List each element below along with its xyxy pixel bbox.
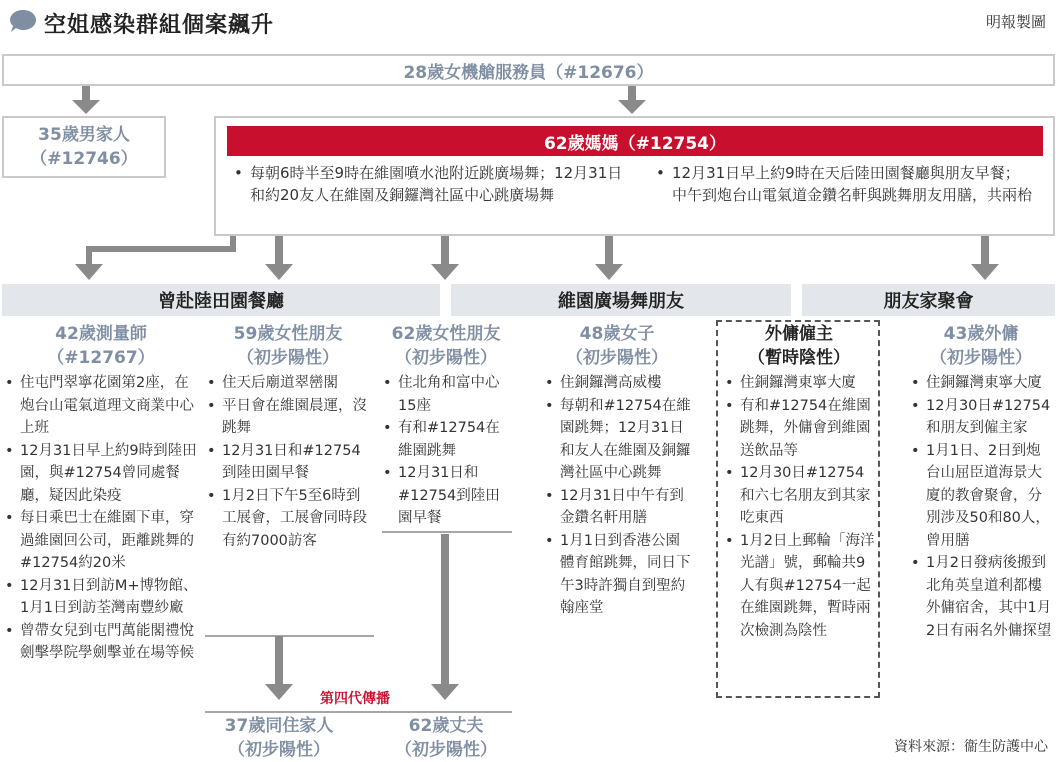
male-family-box [2,116,166,178]
list-item: • 12月31日早上約9時到陸田園，與#12754曾同處餐廳，疑因此染疫 [2,440,200,508]
list-item: • 12月31日和#12754到陸田園早餐 [204,440,372,485]
male-family-line2: （#12746） [30,149,138,169]
list-item: • 平日會在維園晨運，沒跳舞 [204,395,372,440]
arrow-to-col1 [75,264,103,280]
fourth-gen-husband [380,714,512,762]
list-item: • 1月2日上郵輪「海洋光譜」號，郵輪共9人有與#12754一起在維園跳舞，暫時兩次檢測為陰性 [722,530,876,643]
column-subhead: （暫時陰性） [748,348,850,368]
list-item: • 1月2日下午5至6時到工展會，工展會同時段有約7000訪客 [204,485,372,553]
column-surveyor [2,322,200,665]
mother-right-bullet: • 12月31日早上約9時在天后陸田園餐廳與朋友早餐；中午到炮台山電氣道金鑽名軒與跳舞朋友用膳，共兩枱 [654,162,1034,206]
arrow-to-male [72,100,100,114]
arrow-to-col6 [971,264,999,280]
index-case-box: 28歲女機艙服務員（#12676） [2,54,1055,86]
column-head: 62歲丈夫 [408,716,484,736]
credit-text: 明報製圖 [985,13,1046,31]
list-item: • 有和#12754在維園跳舞，外傭會到維園送飲品等 [722,395,876,463]
connector-to-col3 [441,236,449,264]
mother-left-bullets [232,162,632,206]
arrow-to-col4 [595,264,623,280]
list-item: • 12月31日和#12754到陸田園早餐 [380,462,512,530]
column-female-friend-59 [204,322,372,552]
list-item: • 12月31日到訪M+博物館、1月1日到訪荃灣南豐紗廠 [2,575,200,620]
connector-to-family [275,636,283,684]
list-item: • 12月30日#12754和朋友到僱主家 [908,395,1054,440]
speech-bubble-icon [8,8,38,34]
column-subhead: （初步陽性） [228,740,330,760]
column-woman-48 [542,322,692,620]
list-item: • 1月1日到香港公園體育館跳舞，同日下午3時許獨自到聖約翰座堂 [542,530,692,620]
list-item: • 每朝和#12754在維園跳舞；12月31日和友人在維園及銅鑼灣社區中心跳舞 [542,395,692,485]
list-item: • 12月31日中午有到金鑽名軒用膳 [542,485,692,530]
arrow-to-mother [618,100,646,114]
arrow-to-family [265,684,293,700]
column-subhead: （#12767） [47,348,155,368]
list-item: • 曾帶女兒到屯門萬能閣禮悅劍擊學院學劍擊並在場等候 [2,620,200,665]
section-restaurant: 曾赴陸田園餐廳 [2,284,440,316]
arrow-to-col2 [265,264,293,280]
column-subhead: （初步陽性） [395,740,497,760]
column-head: 59歲女性朋友 [233,324,343,344]
list-item: • 住北角和富中心15座 [380,372,512,417]
page-title: 空姐感染群組個案飆升 [44,13,275,38]
connector-top-male [82,86,90,100]
column-subhead: （初步陽性） [395,348,497,368]
list-item: • 住銅鑼灣東寧大廈 [722,372,876,395]
connector-to-col2 [275,236,283,264]
list-item: • 住天后廟道翠巒閣 [204,372,372,395]
mother-right-bullets [654,162,1034,206]
connector-top-mother [628,86,636,100]
column-head: 48歲女子 [579,324,655,344]
column-subhead: （初步陽性） [930,348,1032,368]
mother-left-bullet: • 每朝6時半至9時在維園噴水池附近跳廣場舞；12月31日和約20友人在維園及銅鑼灣社區中心跳廣場舞 [232,162,632,206]
connector-to-col1 [86,246,92,264]
column-female-friend-62 [380,322,512,530]
column-head: 62歲女性朋友 [391,324,501,344]
column-subhead: （初步陽性） [237,348,339,368]
column-employer [722,322,876,642]
column-helper-43 [908,322,1054,642]
arrow-to-col3 [431,264,459,280]
list-item: • 1月2日發病後搬到北角英皇道利都樓外傭宿舍，其中1月2日有兩名外傭探望 [908,552,1054,642]
male-family-line1: 35歲男家人 [38,125,130,145]
mother-title: 62歲媽媽（#12754） [227,126,1043,156]
connector-to-col6 [981,236,989,264]
list-item: • 1月1日、2日到炮台山屈臣道海景大廈的教會聚會，分別涉及50和80人，曾用膳 [908,440,1054,553]
column-head: 37歲同住家人 [224,716,334,736]
list-item: • 住屯門翠寧花園第2座，在炮台山電氣道理文商業中心上班 [2,372,200,440]
fourth-gen-family [204,714,354,762]
list-item: • 住銅鑼灣高威樓 [542,372,692,395]
arrow-to-husband [431,684,459,700]
column-head: 外傭僱主 [765,324,833,344]
column-subhead: （初步陽性） [566,348,668,368]
column-head: 42歲測量師 [55,324,147,344]
section-dance: 維園廣場舞朋友 [451,284,791,316]
section-party: 朋友家聚會 [802,284,1055,316]
connector-to-husband [441,534,449,684]
list-item: • 每日乘巴士在維園下車，穿過維園回公司，距離跳舞的#12754約20米 [2,507,200,575]
list-item: • 住銅鑼灣東寧大廈 [908,372,1054,395]
connector-mother-left-h [86,246,236,252]
list-item: • 12月30日#12754和六七名朋友到其家吃東西 [722,462,876,530]
column-head: 43歲外傭 [943,324,1019,344]
connector-to-col4 [605,236,613,264]
list-item: • 有和#12754在維園跳舞 [380,417,512,462]
source-note: 資料來源：衞生防護中心 [894,739,1048,755]
fourth-gen-label: 第四代傳播 [320,691,390,707]
